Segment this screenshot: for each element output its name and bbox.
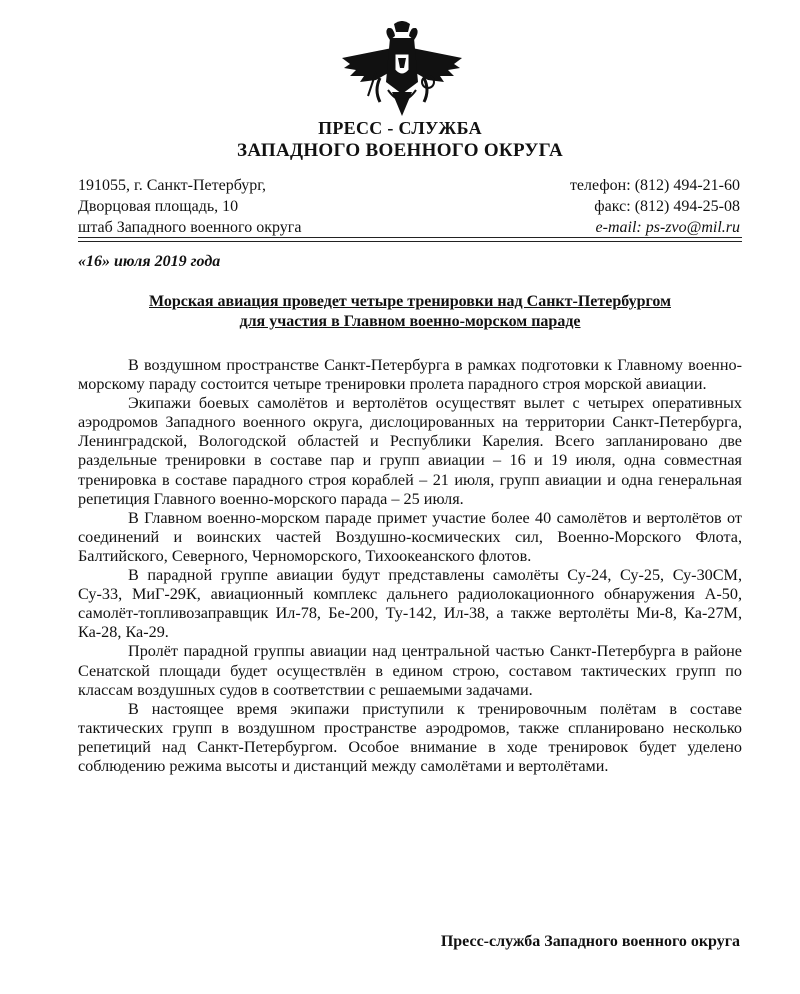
phone-number: телефон: (812) 494-21-60 (569, 177, 740, 194)
press-service-title: ПРЕСС - СЛУЖБА (318, 118, 482, 138)
header-divider (78, 237, 742, 238)
address-line: Дворцовая площадь, 10 (78, 198, 239, 215)
body-paragraph: В настоящее время экипажи приступили к тренировочным полётам в составе тактических групп в воздушном пространстве аэродромов, также спланировано несколько репетиций над Санкт-Петербургом. Особое внимание в ходе тренировок будет уделено соблюдению режима высоты и дистанций между самолётами и вертолётами. (78, 699, 742, 775)
email-address: e-mail: ps-zvo@mil.ru (595, 219, 740, 236)
address-line: 191055, г. Санкт-Петербург, (78, 177, 267, 194)
headline (78, 292, 742, 332)
body-paragraph: В Главном военно-морском параде примет участие более 40 самолётов и вертолётов от соединений и воинских частей Воздушно-космических сил, Военно-Морского Флота, Балтийского, Северного, Черноморского, Тихоокеанского флотов. (78, 508, 742, 565)
body-paragraph: В парадной группе авиации будут представлены самолёты Су-24, Су-25, Су-30СМ, Су-33, МиГ-29К, авиационный комплекс дальнего радиолокационного обнаружения А-50, самолёт-топливозаправщик Ил-78, Бе-200, Ту-142, Ил-38, а также вертолёты Ми-8, Ка-27М, Ка-28, Ка-29. (78, 566, 742, 642)
double-headed-eagle-emblem-icon (340, 20, 464, 120)
header-divider (78, 241, 742, 242)
signature: Пресс-служба Западного военного округа (440, 933, 740, 950)
address-line: штаб Западного военного округа (78, 219, 302, 236)
military-district-title: ЗАПАДНОГО ВОЕННОГО ОКРУГА (236, 140, 564, 161)
release-date: «16» июля 2019 года (78, 253, 221, 270)
body-text (78, 356, 742, 776)
body-paragraph: Пролёт парадной группы авиации над центральной частью Санкт-Петербурга в районе Сенатской площади будет осуществлён в едином строю, составом тактических групп по классам воздушных судов в соответствии с решаемыми задачами. (78, 642, 742, 699)
headline-line: для участия в Главном военно-морском параде (239, 313, 581, 330)
headline-line: Морская авиация проведет четыре тренировки над Санкт-Петербургом (149, 293, 671, 310)
body-paragraph: Экипажи боевых самолётов и вертолётов осуществят вылет с четырех оперативных аэродромов Западного военного округа, дислоцированных на территории Санкт-Петербурга, Ленинградской, Вологодской областей и Республики Карелия. Всего запланировано две раздельные тренировки в составе пар и групп авиации – 16 и 19 июля, одна совместная тренировка в составе парадного строя кораблей – 21 июля, групп авиации и одна генеральная репетиция Главного военно-морского парада – 25 июля. (78, 394, 742, 508)
contacts-block (570, 175, 740, 238)
fax-number: факс: (812) 494-25-08 (594, 198, 740, 215)
address-block (78, 175, 301, 238)
body-paragraph: В воздушном пространстве Санкт-Петербурга в рамках подготовки к Главному военно-морскому параду состоится четыре тренировки пролета парадного строя морской авиации. (78, 356, 742, 394)
